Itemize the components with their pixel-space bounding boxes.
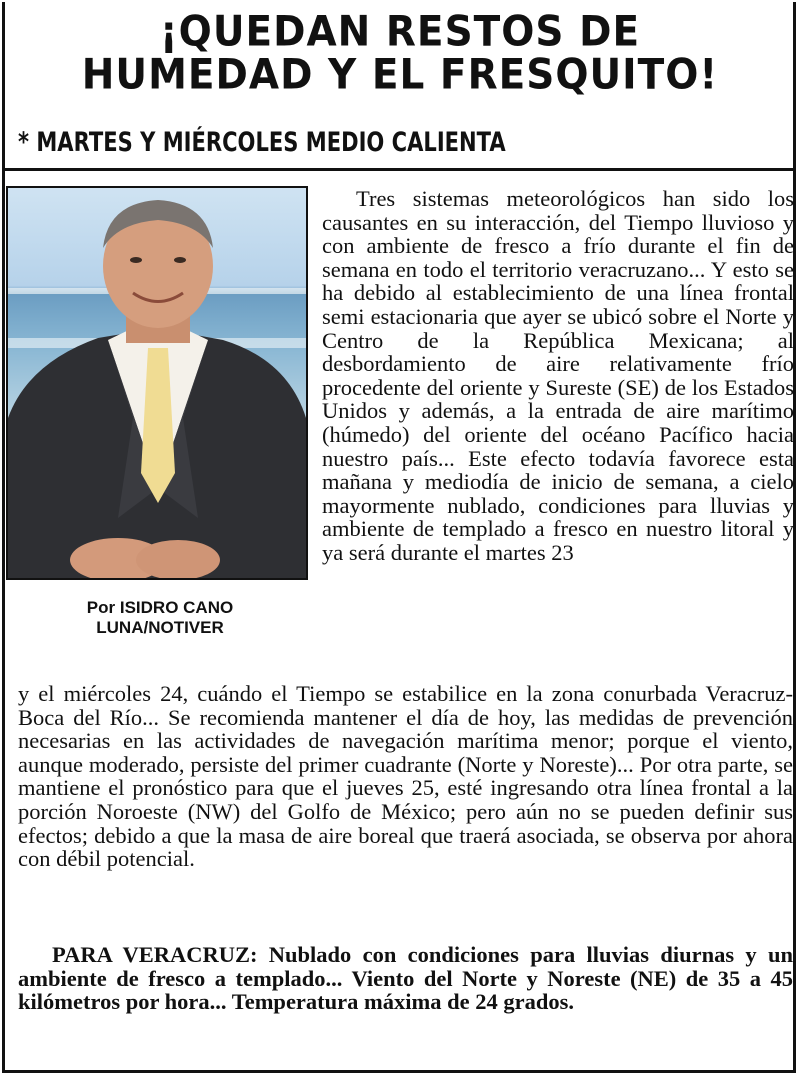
headline-line-1: ¡QUEDAN RESTOS DE xyxy=(159,7,641,57)
byline xyxy=(20,598,300,638)
byline-author: Por ISIDRO CANO xyxy=(86,598,234,617)
article-continuation xyxy=(18,682,793,871)
author-portrait-photo xyxy=(6,186,308,580)
portrait-illustration xyxy=(8,188,306,578)
byline-agency: LUNA/NOTIVER xyxy=(96,618,224,637)
divider xyxy=(5,168,795,171)
forecast-paragraph: PARA VERACRUZ: Nublado con condiciones para lluvias diurnas y un ambiente de fresco a templado... Viento del Norte y Noreste (NE) de 35 a 45 kilómetros por hora... Temperatura máxima de 24 grados. xyxy=(18,942,793,1015)
subheadline: * MARTES Y MIÉRCOLES MEDIO CALIENTA xyxy=(18,127,506,158)
headline xyxy=(0,7,800,100)
headline-line-2: HUMEDAD Y EL FRESQUITO! xyxy=(81,50,719,100)
article-paragraph-continued: y el miércoles 24, cuándo el Tiempo se estabilice en la zona conurbada Veracruz-Boca del Río... Se recomienda mantener el día de hoy, las medidas de prevención necesarias en las actividades de navegación marítima menor; porque el viento, aunque moderado, persiste del primer cuadrante (Norte y Noreste)... Por otra parte, se mantiene el pronóstico para que el jueves 25, esté ingresando otra línea frontal a la porción Noroeste (NW) del Golfo de México; pero aún no se pueden definir sus efectos; debido a que la masa de aire boreal que traerá asociada, se observa por ahora con débil potencial. xyxy=(18,681,793,872)
forecast-block xyxy=(18,943,793,1014)
article-paragraph: Tres sistemas meteorológicos han sido los causantes en su interacción, del Tiempo lluvioso y con ambiente de fresco a frío durante el fin de semana en todo el territorio veracruzano... Y esto se ha debido al establecimiento de una línea frontal semi estacionaria que ayer se ubicó sobre el Norte y Centro de la República Mexicana; al desbordamiento de aire relativamente frío procedente del oriente y Sureste (SE) de los Estados Unidos y además, a la entrada de aire marítimo (húmedo) del oriente del océano Pacífico hacia nuestro país... Este efecto todavía favorece esta mañana y mediodía de inicio de semana, a cielo mayormente nublado, condiciones para lluvias y ambiente de templado a fresco en nuestro litoral y ya será durante el martes 23 xyxy=(322,186,794,565)
article-column xyxy=(322,187,794,565)
